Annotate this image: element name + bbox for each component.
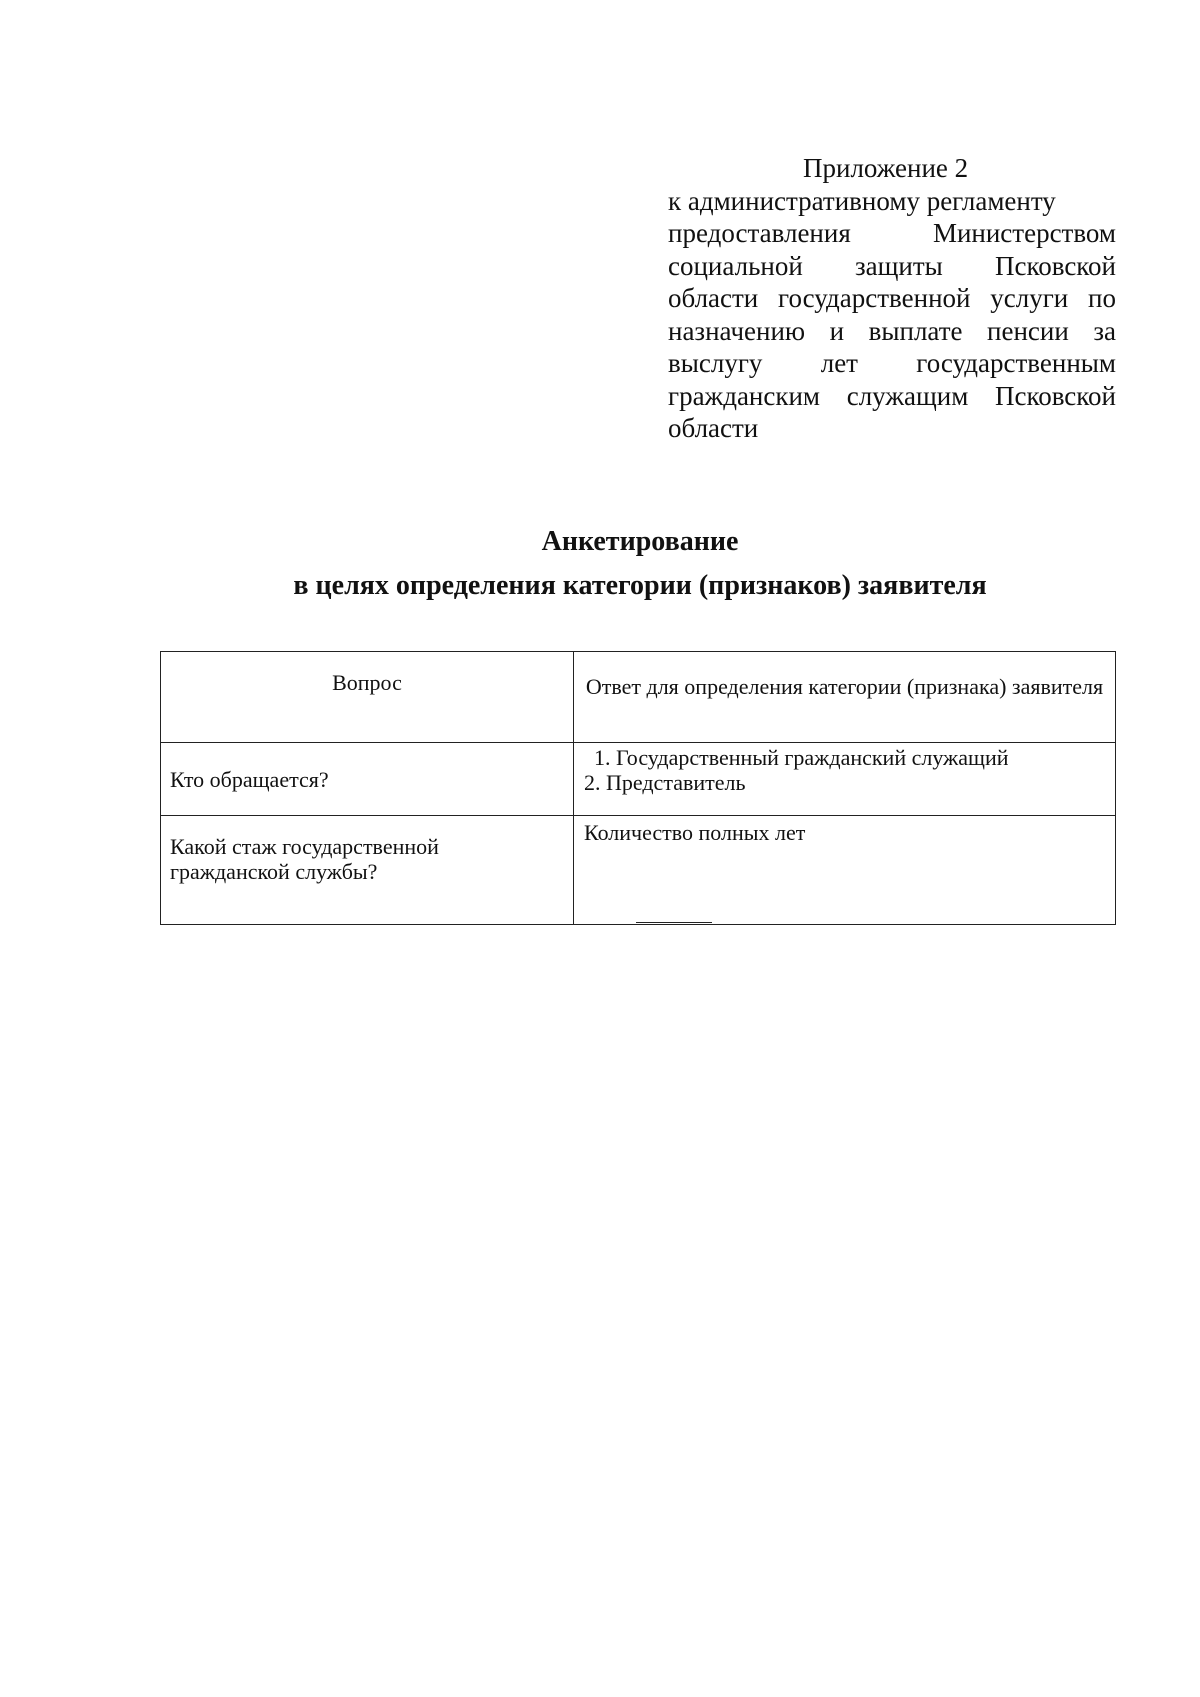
appendix-reference-first-line: к административному регламенту — [668, 185, 1056, 216]
header-question: Вопрос — [161, 652, 574, 743]
question-line: гражданской службы? — [170, 859, 378, 884]
answer-option: 2. Представитель — [584, 770, 746, 795]
table-row — [161, 743, 1116, 816]
appendix-reference-text: предоставления Министерством социальной защиты Псковской области государственной услуги по назначению и выплате пенсии за выслугу лет государственным гражданским служащим Псковской области — [668, 218, 1116, 443]
end-divider — [636, 922, 712, 923]
header-answer: Ответ для определения категории (признака) заявителя — [574, 652, 1116, 743]
table-header-row — [161, 652, 1116, 743]
survey-table — [160, 651, 1116, 925]
heading-title: Анкетирование — [541, 526, 739, 557]
answer-cell: Количество полных лет — [574, 816, 1116, 925]
document-heading — [150, 520, 1130, 608]
answer-cell — [574, 743, 1116, 816]
question-line: Какой стаж государственной — [170, 834, 439, 859]
appendix-block — [668, 152, 1116, 445]
answer-option: 1. Государственный гражданский служащий — [594, 745, 1009, 770]
appendix-title: Приложение 2 — [803, 153, 969, 183]
question-cell — [161, 816, 574, 925]
heading-subtitle: в целях определения категории (признаков) заявителя — [293, 570, 987, 601]
question-cell: Кто обращается? — [161, 743, 574, 816]
table-row — [161, 816, 1116, 925]
